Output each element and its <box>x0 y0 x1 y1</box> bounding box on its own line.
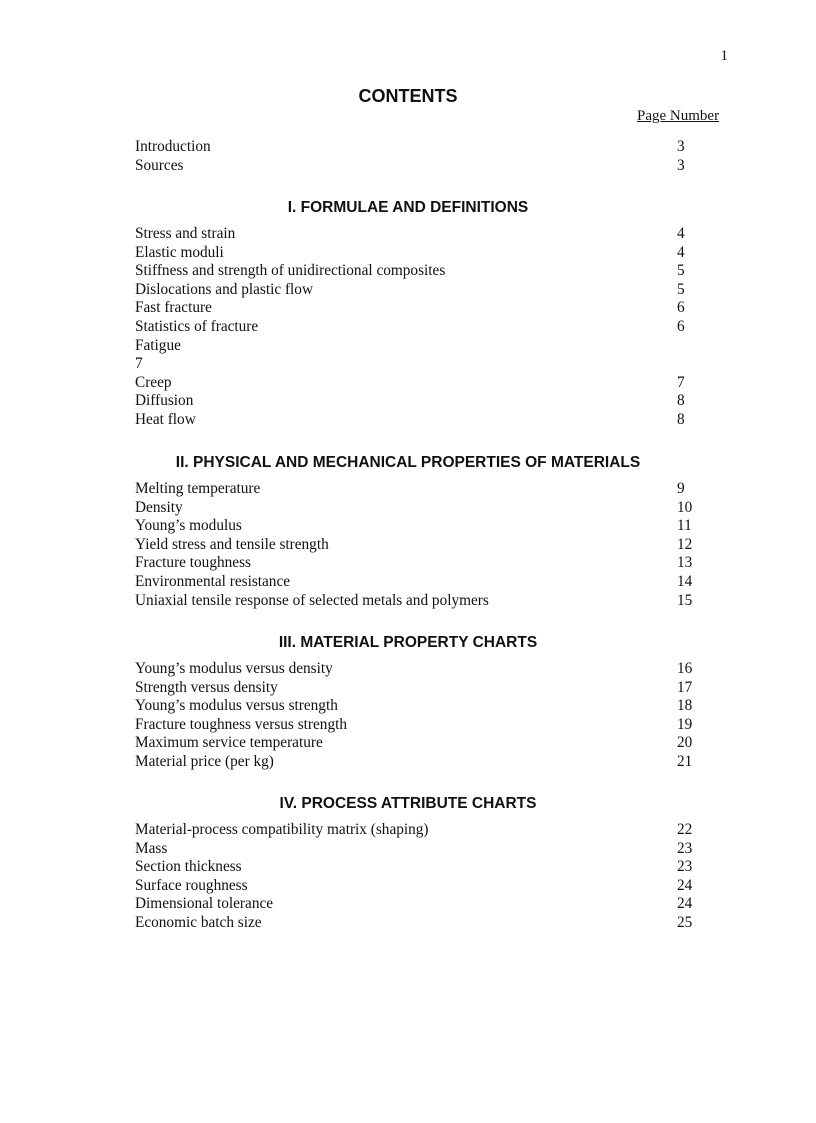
toc-entry-title: Uniaxial tensile response of selected metals and polymers <box>135 591 489 609</box>
toc-entry <box>0 697 816 716</box>
toc-section <box>0 452 816 610</box>
toc-entry-title: Surface roughness <box>135 876 248 894</box>
page-number-column-label: Page Number <box>637 108 720 124</box>
toc-entry-title: Sources <box>135 156 184 174</box>
toc-entry-page: 13 <box>677 554 693 572</box>
toc-entry-page: 4 <box>677 243 685 261</box>
toc-entry-title: Diffusion <box>135 392 194 410</box>
toc-entry <box>0 592 816 611</box>
toc-entry <box>0 573 816 592</box>
toc-entry-page: 6 <box>677 299 685 317</box>
toc-section <box>0 138 816 175</box>
toc-entry-page: 7 <box>677 373 685 391</box>
toc-entry-page: 8 <box>677 392 685 410</box>
toc-section <box>0 793 816 933</box>
toc-entry <box>0 411 816 430</box>
toc-entry-page: 19 <box>677 715 693 733</box>
toc-entry-title: Melting temperature <box>135 480 261 497</box>
toc-entry <box>0 679 816 698</box>
toc-entry-page: 14 <box>677 572 693 590</box>
toc-entry-title: Fatigue <box>135 336 181 354</box>
toc-entry <box>0 355 816 374</box>
section-heading: III. MATERIAL PROPERTY CHARTS <box>278 634 538 651</box>
toc-entry <box>0 517 816 536</box>
toc-entry-page: 8 <box>677 410 685 428</box>
toc-entry <box>0 753 816 772</box>
toc-entry-page: 18 <box>677 697 693 715</box>
toc-entry-page: 12 <box>677 535 693 553</box>
toc-entry <box>0 480 816 499</box>
toc-entry-page: 16 <box>677 660 693 677</box>
toc-entry <box>0 877 816 896</box>
toc-entry-page: 11 <box>677 517 692 535</box>
toc-entry <box>0 536 816 555</box>
toc-entry-page: 21 <box>677 752 693 770</box>
toc-entry <box>0 895 816 914</box>
toc-entry-title: Yield stress and tensile strength <box>135 535 329 553</box>
toc-entry-title: Density <box>135 498 183 516</box>
page-number: 1 <box>720 48 728 64</box>
toc-entry <box>0 554 816 573</box>
toc-entry <box>0 914 816 933</box>
toc-entry <box>0 821 816 840</box>
toc-entry-page: 23 <box>677 858 693 876</box>
toc-entry-title: Fracture toughness <box>135 554 251 572</box>
toc-entry-page: 15 <box>677 591 693 609</box>
toc-entry <box>0 392 816 411</box>
toc-entry <box>0 157 816 176</box>
toc-entry-title: Stiffness and strength of unidirectional composites <box>135 262 446 280</box>
toc-entry-page: 5 <box>677 280 685 298</box>
toc-entry-title: Dislocations and plastic flow <box>135 280 314 298</box>
toc-entry-title: Strength versus density <box>135 678 278 696</box>
toc-entry-title: Dimensional tolerance <box>135 895 274 913</box>
toc-entry-title: Mass <box>135 839 168 857</box>
toc-entry <box>0 840 816 859</box>
toc-entry <box>0 318 816 337</box>
toc-entry-title: Material-process compatibility matrix (shaping) <box>135 821 429 838</box>
toc-entry-title: Young’s modulus versus strength <box>135 697 338 715</box>
toc-entry <box>0 734 816 753</box>
toc-section <box>0 632 816 772</box>
toc-entry-title: Environmental resistance <box>135 572 291 590</box>
toc-entry-title: Heat flow <box>135 410 196 428</box>
toc-entry <box>0 299 816 318</box>
toc-entry <box>0 337 816 356</box>
toc-entry-page: 6 <box>677 317 685 335</box>
toc-entry-title: Economic batch size <box>135 913 262 931</box>
toc-entry-title: Maximum service temperature <box>135 734 323 752</box>
toc-entry-title: Young’s modulus <box>135 517 242 535</box>
toc-entry-title: Creep <box>135 373 172 391</box>
toc-entry-page: 23 <box>677 839 693 857</box>
toc-entry-title: Young’s modulus versus density <box>135 660 333 677</box>
toc-section <box>0 197 816 430</box>
toc-entry-page: 25 <box>677 913 693 931</box>
toc-entry <box>0 660 816 679</box>
toc-entry-title: Section thickness <box>135 858 242 876</box>
toc-entry <box>0 716 816 735</box>
toc-entry <box>0 225 816 244</box>
toc-entry-title: Material price (per kg) <box>135 752 274 770</box>
toc-entry-title: Statistics of fracture <box>135 317 259 335</box>
toc-entry <box>0 858 816 877</box>
section-heading: II. PHYSICAL AND MECHANICAL PROPERTIES OF MATERIALS <box>175 454 641 471</box>
toc-entry <box>0 499 816 518</box>
toc-entry-page: 17 <box>677 678 693 696</box>
toc-entry-page: 22 <box>677 821 693 838</box>
toc-entry <box>0 374 816 393</box>
toc-entry-page: 4 <box>677 225 685 242</box>
toc-entry-page: 24 <box>677 895 693 913</box>
toc-entry-page: 10 <box>677 498 693 516</box>
toc-entry <box>0 262 816 281</box>
toc-entry-title: Fast fracture <box>135 299 212 317</box>
toc-entry-page: 5 <box>677 262 685 280</box>
section-heading: I. FORMULAE AND DEFINITIONS <box>287 199 529 216</box>
section-heading: IV. PROCESS ATTRIBUTE CHARTS <box>279 795 537 812</box>
toc-entry-title: Stress and strain <box>135 225 236 242</box>
toc-entry <box>0 281 816 300</box>
toc-entry-page: 9 <box>677 480 685 497</box>
toc-entry-title: Elastic moduli <box>135 243 224 261</box>
toc-entry-title: Fracture toughness versus strength <box>135 715 347 733</box>
toc-entry-page: 24 <box>677 876 693 894</box>
toc-entry <box>0 138 816 157</box>
toc-entry-title: Introduction <box>135 138 211 155</box>
page-title: CONTENTS <box>358 86 458 106</box>
toc-entry-title: 7 <box>135 355 143 373</box>
toc-entry-page: 3 <box>677 156 685 174</box>
toc-entry-page: 3 <box>677 138 685 155</box>
toc-entry <box>0 244 816 263</box>
toc-entry-page: 20 <box>677 734 693 752</box>
